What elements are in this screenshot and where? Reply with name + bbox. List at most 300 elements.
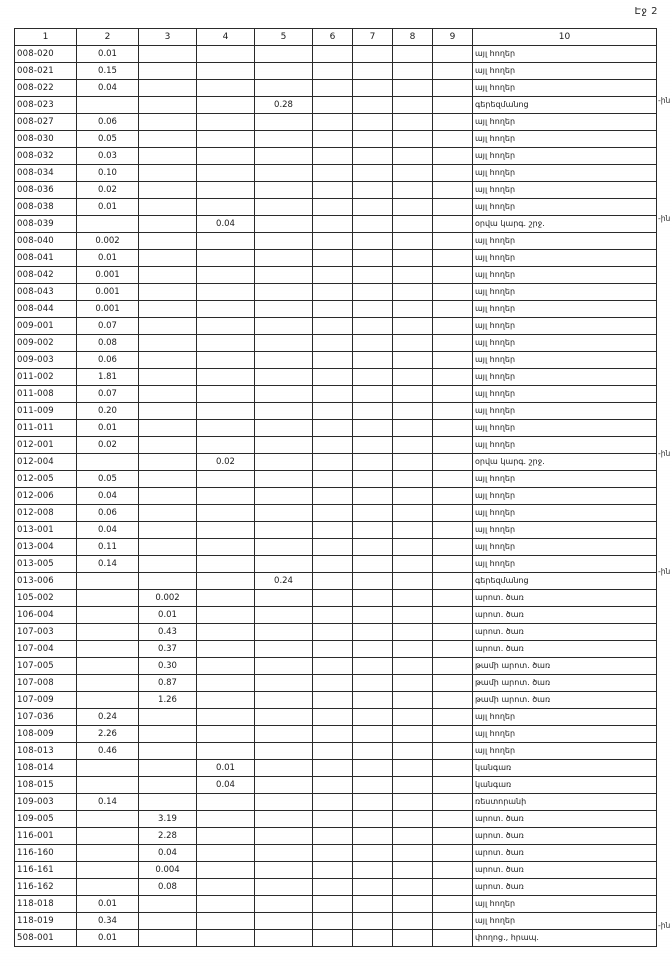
cell-col-5	[255, 420, 313, 437]
cell-col-3	[139, 709, 197, 726]
cell-col-7	[353, 760, 393, 777]
cell-col-8	[393, 709, 433, 726]
cell-col-3	[139, 182, 197, 199]
cell-col-4	[197, 692, 255, 709]
cell-parcel-code: 109-003	[15, 794, 77, 811]
cell-col-8	[393, 488, 433, 505]
cell-land-type: այլ հողեր	[473, 471, 657, 488]
cell-land-type: արոտ. ծառ	[473, 845, 657, 862]
margin-mark: -ին	[658, 449, 671, 459]
cell-land-type: գերեզմանոց	[473, 97, 657, 114]
cell-col-7	[353, 675, 393, 692]
cell-parcel-code: 508-001	[15, 930, 77, 947]
cell-col-9	[433, 624, 473, 641]
cell-col-9	[433, 845, 473, 862]
cell-parcel-code: 011-002	[15, 369, 77, 386]
cell-col-5	[255, 675, 313, 692]
cell-col-6	[313, 743, 353, 760]
cell-col-5	[255, 505, 313, 522]
cell-col-9	[433, 726, 473, 743]
cell-parcel-code: 008-030	[15, 131, 77, 148]
cell-col-9	[433, 505, 473, 522]
page-number-label: Էջ 2	[634, 6, 658, 17]
cell-col-5	[255, 131, 313, 148]
cell-col-8	[393, 794, 433, 811]
cell-col-2	[77, 641, 139, 658]
cell-col-2: 0.01	[77, 46, 139, 63]
cell-col-9	[433, 165, 473, 182]
cell-col-4	[197, 352, 255, 369]
cell-col-2: 0.04	[77, 522, 139, 539]
cell-col-2: 0.001	[77, 284, 139, 301]
cell-col-7	[353, 641, 393, 658]
cell-land-type: այլ հողեր	[473, 403, 657, 420]
cell-parcel-code: 011-009	[15, 403, 77, 420]
cell-col-9	[433, 607, 473, 624]
cell-col-9	[433, 369, 473, 386]
cell-col-3	[139, 930, 197, 947]
cell-col-7	[353, 471, 393, 488]
cell-col-8	[393, 471, 433, 488]
margin-mark: -ին	[658, 213, 671, 223]
cell-col-3: 0.002	[139, 590, 197, 607]
cell-col-3	[139, 148, 197, 165]
cell-col-3: 0.37	[139, 641, 197, 658]
cell-land-type: այլ հողեր	[473, 233, 657, 250]
cell-col-2: 0.07	[77, 386, 139, 403]
cell-col-6	[313, 148, 353, 165]
cell-col-4	[197, 369, 255, 386]
cell-land-type: այլ հողեր	[473, 182, 657, 199]
cell-col-5	[255, 828, 313, 845]
cell-col-4	[197, 80, 255, 97]
cell-col-9	[433, 63, 473, 80]
table-row	[15, 97, 657, 114]
cell-col-6	[313, 726, 353, 743]
cell-col-5	[255, 522, 313, 539]
cell-col-6	[313, 63, 353, 80]
cell-col-8	[393, 607, 433, 624]
cell-col-4	[197, 182, 255, 199]
cell-col-8	[393, 437, 433, 454]
cell-parcel-code: 108-015	[15, 777, 77, 794]
cell-col-9	[433, 488, 473, 505]
cell-col-6	[313, 590, 353, 607]
table-row	[15, 63, 657, 80]
cell-col-2	[77, 573, 139, 590]
cell-col-5	[255, 471, 313, 488]
cell-col-6	[313, 658, 353, 675]
cell-col-2: 0.20	[77, 403, 139, 420]
cell-col-8	[393, 828, 433, 845]
cell-land-type: այլ հողեր	[473, 284, 657, 301]
column-header-8: 8	[393, 29, 433, 46]
cell-col-2	[77, 624, 139, 641]
cell-col-5	[255, 590, 313, 607]
cell-col-7	[353, 386, 393, 403]
cell-parcel-code: 118-019	[15, 913, 77, 930]
column-header-1: 1	[15, 29, 77, 46]
cell-land-type: այլ հողեր	[473, 743, 657, 760]
cell-col-8	[393, 318, 433, 335]
cell-col-9	[433, 318, 473, 335]
cell-col-4	[197, 318, 255, 335]
cell-col-8	[393, 879, 433, 896]
cell-col-7	[353, 896, 393, 913]
cell-col-6	[313, 454, 353, 471]
cell-land-type: արոտ. ծառ	[473, 811, 657, 828]
table-row	[15, 284, 657, 301]
cell-land-type: արոտ. ծառ	[473, 862, 657, 879]
cell-col-2: 0.02	[77, 437, 139, 454]
cell-parcel-code: 009-002	[15, 335, 77, 352]
cell-col-5	[255, 233, 313, 250]
table-row	[15, 250, 657, 267]
cell-col-2: 0.06	[77, 114, 139, 131]
cell-col-4	[197, 522, 255, 539]
table-row	[15, 743, 657, 760]
cell-col-3	[139, 233, 197, 250]
cell-col-2: 0.15	[77, 63, 139, 80]
cell-parcel-code: 105-002	[15, 590, 77, 607]
cell-col-9	[433, 692, 473, 709]
cell-col-7	[353, 539, 393, 556]
cell-col-7	[353, 454, 393, 471]
cell-col-6	[313, 692, 353, 709]
cell-parcel-code: 116-160	[15, 845, 77, 862]
cell-land-type: այլ հողեր	[473, 165, 657, 182]
cell-col-7	[353, 590, 393, 607]
cell-col-9	[433, 522, 473, 539]
cell-col-8	[393, 675, 433, 692]
cell-col-2: 0.14	[77, 556, 139, 573]
table-row	[15, 403, 657, 420]
cell-col-6	[313, 369, 353, 386]
cell-parcel-code: 107-004	[15, 641, 77, 658]
cell-col-9	[433, 148, 473, 165]
cell-land-type: այլ հողեր	[473, 369, 657, 386]
cell-land-type: այլ հողեր	[473, 726, 657, 743]
cell-col-5: 0.28	[255, 97, 313, 114]
cell-col-8	[393, 641, 433, 658]
table-row	[15, 913, 657, 930]
cell-col-8	[393, 403, 433, 420]
table-row	[15, 726, 657, 743]
cell-col-5	[255, 777, 313, 794]
cell-parcel-code: 008-021	[15, 63, 77, 80]
cell-col-2: 0.001	[77, 301, 139, 318]
cell-col-2: 0.001	[77, 267, 139, 284]
cell-col-9	[433, 352, 473, 369]
cell-col-9	[433, 454, 473, 471]
cell-col-2	[77, 811, 139, 828]
cell-col-3	[139, 165, 197, 182]
cell-col-7	[353, 114, 393, 131]
cell-col-7	[353, 658, 393, 675]
table-row	[15, 420, 657, 437]
cell-col-3: 0.08	[139, 879, 197, 896]
cell-col-2: 0.06	[77, 352, 139, 369]
cell-land-type: այլ հողեր	[473, 352, 657, 369]
table-row	[15, 692, 657, 709]
cell-parcel-code: 108-009	[15, 726, 77, 743]
cell-col-8	[393, 913, 433, 930]
table-row	[15, 777, 657, 794]
cell-parcel-code: 008-022	[15, 80, 77, 97]
cell-col-5	[255, 743, 313, 760]
cell-land-type: թամի արոտ. ծառ	[473, 658, 657, 675]
cell-parcel-code: 008-040	[15, 233, 77, 250]
cell-col-4	[197, 675, 255, 692]
cell-parcel-code: 013-001	[15, 522, 77, 539]
cell-col-7	[353, 301, 393, 318]
cell-col-6	[313, 675, 353, 692]
cell-col-7	[353, 488, 393, 505]
cell-col-8	[393, 539, 433, 556]
cell-col-9	[433, 267, 473, 284]
cell-col-3	[139, 80, 197, 97]
cell-parcel-code: 008-044	[15, 301, 77, 318]
cell-col-3	[139, 352, 197, 369]
cell-col-3: 2.28	[139, 828, 197, 845]
cell-col-2: 1.81	[77, 369, 139, 386]
cell-col-5	[255, 624, 313, 641]
cell-col-4	[197, 590, 255, 607]
cell-col-6	[313, 267, 353, 284]
cell-col-2	[77, 675, 139, 692]
cell-col-2	[77, 97, 139, 114]
cell-col-8	[393, 743, 433, 760]
table-row	[15, 46, 657, 63]
cell-col-8	[393, 250, 433, 267]
cell-col-2: 0.02	[77, 182, 139, 199]
cell-land-type: այլ հողեր	[473, 556, 657, 573]
cell-col-7	[353, 913, 393, 930]
cell-parcel-code: 107-008	[15, 675, 77, 692]
cell-col-3	[139, 267, 197, 284]
cell-col-8	[393, 845, 433, 862]
cell-col-5	[255, 539, 313, 556]
cell-land-type: այլ հողեր	[473, 335, 657, 352]
cell-col-9	[433, 216, 473, 233]
cell-col-9	[433, 743, 473, 760]
table-row	[15, 505, 657, 522]
land-parcels-table	[14, 28, 657, 947]
cell-parcel-code: 109-005	[15, 811, 77, 828]
cell-col-7	[353, 335, 393, 352]
cell-col-7	[353, 318, 393, 335]
cell-col-6	[313, 556, 353, 573]
cell-col-5	[255, 726, 313, 743]
cell-col-5	[255, 607, 313, 624]
cell-col-6	[313, 182, 353, 199]
cell-land-type: այլ հողեր	[473, 148, 657, 165]
cell-col-4	[197, 624, 255, 641]
cell-parcel-code: 013-004	[15, 539, 77, 556]
cell-col-4	[197, 709, 255, 726]
cell-col-8	[393, 658, 433, 675]
cell-land-type: կանգառ	[473, 777, 657, 794]
cell-col-6	[313, 641, 353, 658]
cell-land-type: այլ հողեր	[473, 131, 657, 148]
column-header-4: 4	[197, 29, 255, 46]
table-row	[15, 641, 657, 658]
cell-land-type: այլ հողեր	[473, 318, 657, 335]
cell-parcel-code: 108-013	[15, 743, 77, 760]
cell-col-6	[313, 896, 353, 913]
cell-col-7	[353, 743, 393, 760]
cell-col-3	[139, 488, 197, 505]
column-header-9: 9	[433, 29, 473, 46]
table-row	[15, 199, 657, 216]
cell-col-3	[139, 777, 197, 794]
cell-col-2: 0.08	[77, 335, 139, 352]
cell-col-9	[433, 250, 473, 267]
cell-col-9	[433, 386, 473, 403]
cell-col-4	[197, 301, 255, 318]
cell-land-type: այլ հողեր	[473, 114, 657, 131]
cell-col-5	[255, 267, 313, 284]
cell-col-5	[255, 862, 313, 879]
cell-col-3	[139, 403, 197, 420]
cell-land-type: արոտ. ծառ	[473, 828, 657, 845]
cell-col-2	[77, 879, 139, 896]
cell-col-5	[255, 692, 313, 709]
cell-land-type: արոտ. ծառ	[473, 879, 657, 896]
cell-col-8	[393, 590, 433, 607]
cell-col-7	[353, 131, 393, 148]
cell-col-5	[255, 369, 313, 386]
cell-land-type: այլ հողեր	[473, 63, 657, 80]
cell-col-3	[139, 437, 197, 454]
cell-col-8	[393, 148, 433, 165]
cell-col-2: 0.06	[77, 505, 139, 522]
cell-col-8	[393, 165, 433, 182]
cell-parcel-code: 013-006	[15, 573, 77, 590]
margin-mark: -ին	[658, 95, 671, 105]
cell-parcel-code: 107-003	[15, 624, 77, 641]
cell-col-2: 0.03	[77, 148, 139, 165]
cell-col-3	[139, 522, 197, 539]
cell-col-9	[433, 403, 473, 420]
cell-col-8	[393, 199, 433, 216]
cell-col-6	[313, 318, 353, 335]
cell-col-4	[197, 386, 255, 403]
cell-col-7	[353, 250, 393, 267]
cell-col-7	[353, 437, 393, 454]
cell-col-4	[197, 46, 255, 63]
cell-col-9	[433, 930, 473, 947]
cell-col-6	[313, 879, 353, 896]
cell-col-6	[313, 165, 353, 182]
cell-col-3	[139, 726, 197, 743]
cell-col-5: 0.24	[255, 573, 313, 590]
cell-col-7	[353, 930, 393, 947]
table-row	[15, 454, 657, 471]
cell-col-3	[139, 556, 197, 573]
cell-col-3: 0.43	[139, 624, 197, 641]
cell-col-2	[77, 216, 139, 233]
cell-col-5	[255, 437, 313, 454]
cell-col-6	[313, 845, 353, 862]
table-row	[15, 267, 657, 284]
cell-col-3	[139, 63, 197, 80]
cell-col-9	[433, 420, 473, 437]
cell-col-2	[77, 590, 139, 607]
cell-parcel-code: 008-038	[15, 199, 77, 216]
table-row	[15, 233, 657, 250]
table-row	[15, 675, 657, 692]
cell-col-8	[393, 233, 433, 250]
cell-col-4	[197, 131, 255, 148]
cell-col-7	[353, 556, 393, 573]
cell-col-4	[197, 420, 255, 437]
table-row	[15, 471, 657, 488]
cell-col-9	[433, 233, 473, 250]
cell-col-8	[393, 930, 433, 947]
cell-col-4	[197, 845, 255, 862]
cell-col-4: 0.04	[197, 777, 255, 794]
cell-col-6	[313, 114, 353, 131]
cell-col-8	[393, 46, 433, 63]
column-header-3: 3	[139, 29, 197, 46]
cell-land-type: այլ հողեր	[473, 267, 657, 284]
cell-parcel-code: 008-020	[15, 46, 77, 63]
cell-parcel-code: 106-004	[15, 607, 77, 624]
cell-col-9	[433, 301, 473, 318]
cell-col-3: 0.04	[139, 845, 197, 862]
cell-parcel-code: 116-162	[15, 879, 77, 896]
cell-col-9	[433, 573, 473, 590]
cell-col-8	[393, 335, 433, 352]
cell-col-4	[197, 573, 255, 590]
cell-parcel-code: 012-004	[15, 454, 77, 471]
cell-col-3	[139, 896, 197, 913]
table-row	[15, 301, 657, 318]
cell-col-4	[197, 556, 255, 573]
cell-col-8	[393, 624, 433, 641]
table-row	[15, 658, 657, 675]
cell-col-3	[139, 114, 197, 131]
cell-col-6	[313, 301, 353, 318]
cell-col-3	[139, 539, 197, 556]
cell-col-4	[197, 233, 255, 250]
cell-col-4	[197, 913, 255, 930]
cell-parcel-code: 013-005	[15, 556, 77, 573]
cell-col-8	[393, 369, 433, 386]
cell-land-type: այլ հողեր	[473, 709, 657, 726]
column-header-10: 10	[473, 29, 657, 46]
cell-col-9	[433, 811, 473, 828]
cell-col-7	[353, 97, 393, 114]
cell-col-7	[353, 148, 393, 165]
margin-mark: -ին	[658, 921, 671, 931]
cell-col-6	[313, 80, 353, 97]
table-row	[15, 794, 657, 811]
cell-parcel-code: 008-042	[15, 267, 77, 284]
cell-col-3	[139, 573, 197, 590]
cell-col-6	[313, 97, 353, 114]
table-row	[15, 539, 657, 556]
cell-col-5	[255, 641, 313, 658]
cell-col-5	[255, 454, 313, 471]
cell-col-6	[313, 46, 353, 63]
cell-parcel-code: 008-041	[15, 250, 77, 267]
cell-col-3	[139, 216, 197, 233]
cell-col-4	[197, 114, 255, 131]
cell-col-2: 0.05	[77, 131, 139, 148]
cell-col-8	[393, 80, 433, 97]
